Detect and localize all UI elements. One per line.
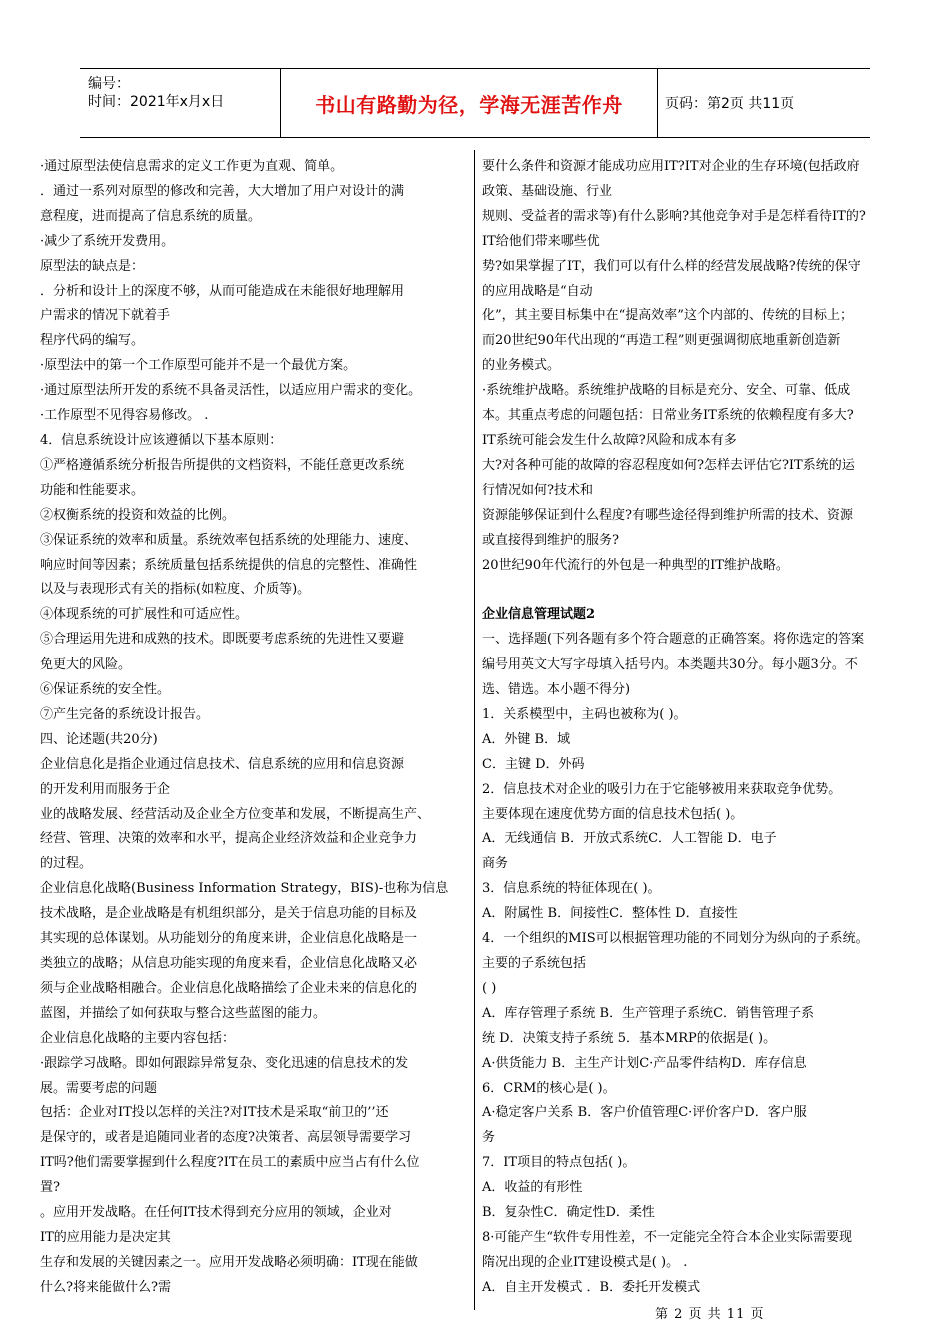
text-line: A·供货能力 B．主生产计划C·产品零件结构D．库存信息 (482, 1055, 807, 1071)
text-line: 响应时间等因素；系统质量包括系统提供的信息的完整性、准确性 (40, 557, 418, 573)
text-line: 的过程。 (40, 856, 93, 872)
text-line: 以及与表现形式有关的指标(如粒度、介质等)。 (40, 582, 311, 598)
text-line: 。应用开发战略。在任何IT技术得到充分应用的领域，企业对 (40, 1205, 392, 1221)
text-line: ·系统维护战略。系统维护战略的目标是充分、安全、可靠、低成 (482, 383, 851, 399)
text-line: 程序代码的编写。 (40, 333, 145, 349)
text-line: 意程度，进而提高了信息系统的质量。 (40, 208, 262, 224)
text-line: A．收益的有形性 (482, 1180, 583, 1196)
text-line: ②权衡系统的投资和效益的比例。 (40, 507, 236, 523)
text-line: 企业信息化是指企业通过信息技术、信息系统的应用和信息资源 (40, 756, 405, 772)
text-line: 7．IT项目的特点包括( )。 (482, 1155, 636, 1171)
text-line: 而20世纪90年代出现的“再造工程”则更强调彻底地重新创造新 (482, 333, 841, 349)
text-line: 8·可能产生“软件专用性差，不一定能完全符合本企业实际需要现 (482, 1229, 853, 1245)
text-line: 资源能够保证到什么程度?有哪些途径得到维护所需的技术、资源 (482, 507, 853, 523)
text-line: IT系统可能会发生什么故障?风险和成本有多 (482, 432, 737, 448)
text-line: ·跟踪学习战略。即如何跟踪异常复杂、变化迅速的信息技术的发 (40, 1055, 409, 1071)
text-line: 是保守的，或者是追随同业者的态度?决策者、高层领导需要学习 (40, 1130, 411, 1146)
text-line: 展。需要考虑的问题 (40, 1080, 158, 1096)
text-line: C．主键 D．外码 (482, 756, 585, 772)
motto-text: 书山有路勤为径，学海无涯苦作舟 (315, 92, 623, 117)
text-line: 势?如果掌握了IT，我们可以有什么样的经营发展战略?传统的保守 (482, 258, 861, 274)
text-line: ④体现系统的可扩展性和可适应性。 (40, 607, 249, 623)
text-line: 或直接得到维护的服务? (482, 532, 619, 548)
text-line: 企业信息化战略的主要内容包括： (40, 1030, 236, 1046)
text-line: 类独立的战略；从信息功能实现的角度来看，企业信息化战略又必 (40, 956, 418, 971)
text-line: 2．信息技术对企业的吸引力在于它能够被用来获取竞争优势。 (482, 781, 842, 797)
text-line: 20世纪90年代流行的外包是一种典型的IT维护战略。 (482, 557, 789, 573)
text-line: A．外键 B．域 (482, 731, 571, 747)
text-line: ①严格遵循系统分析报告所提供的文档资料，不能任意更改系统 (40, 457, 405, 473)
text-line: 编号用英文大写字母填入括号内。本类题共30分。每小题3分。不 (482, 657, 858, 673)
text-line: 四、论述题(共20分) (40, 731, 158, 747)
text-line: ·通过原型法使信息需求的定义工作更为直观、简单。 (40, 159, 344, 174)
right-column (482, 155, 912, 1301)
text-line: 蓝图，并描绘了如何获取与整合这些蓝图的能力。 (40, 1005, 327, 1021)
text-line: ( ) (482, 980, 497, 996)
text-line: A．库存管理子系统 B．生产管理子系统C．销售管理子系 (482, 1005, 815, 1021)
text-line: 商务 (482, 856, 509, 872)
text-line: 政策、基础设施、行业 (482, 183, 613, 199)
page-header (80, 68, 870, 138)
text-line: 其实现的总体谋划。从功能划分的角度来讲，企业信息化战略是一 (40, 931, 418, 947)
text-line: 主要体现在速度优势方面的信息技术包括( )。 (482, 806, 744, 822)
text-line: 免更大的风险。 (40, 657, 132, 673)
text-line: 1．关系模型中，主码也被称为( )。 (482, 706, 687, 722)
text-line: ③保证系统的效率和质量。系统效率包括系统的处理能力、速度、 (40, 532, 418, 548)
number-label: 编号： (88, 76, 130, 92)
text-line: ．通过一系列对原型的修改和完善，大大增加了用户对设计的满 (40, 183, 405, 199)
text-line: 功能和性能要求。 (40, 482, 145, 498)
text-line: 务 (482, 1130, 496, 1146)
text-line: 4．信息系统设计应该遵循以下基本原则： (40, 432, 283, 448)
page-label: 页码：第2页 共11页 (665, 96, 795, 112)
text-line: ·减少了系统开发费用。 (40, 233, 175, 249)
time-label: 时间：2021年x月x日 (88, 94, 225, 110)
text-line: ·通过原型法所开发的系统不具备灵活性，以适应用户需求的变化。 (40, 383, 422, 399)
text-line: A·稳定客户关系 B．客户价值管理C·评价客户D．客户服 (482, 1105, 807, 1121)
text-line: A．自主开发模式 ．B．委托开发模式 (482, 1279, 701, 1295)
text-line: ．分析和设计上的深度不够，从而可能造成在未能很好地理解用 (40, 283, 405, 299)
text-line: 户需求的情况下就着手 (40, 308, 171, 324)
text-line: 企业信息化战略(Business Information Strategy，BIS)-也称为信息 (40, 881, 449, 897)
text-line: 选、错选。本小题不得分) (482, 682, 631, 698)
text-line: 置? (40, 1180, 60, 1196)
text-line: 4．一个组织的MIS可以根据管理功能的不同划分为纵向的子系统。 (482, 931, 869, 947)
text-line: 业的战略发展、经营活动及企业全方位变革和发展，不断提高生产、 (40, 806, 431, 822)
text-line: 技术战略，是企业战略是有机组织部分，是关于信息功能的目标及 (40, 906, 418, 922)
text-line: 大?对各种可能的故障的容忍程度如何?怎样去评估它?IT系统的运 (482, 457, 855, 473)
text-line: 统 D．决策支持子系统 5．基本MRP的依据是( )。 (482, 1030, 777, 1046)
text-line: 行情况如何?技术和 (482, 482, 593, 498)
text-line: A．无线通信 B．开放式系统C．人工智能 D．电子 (482, 831, 777, 847)
text-line: 须与企业战略相融合。企业信息化战略描绘了企业未来的信息化的 (40, 980, 418, 996)
text-line: ⑥保证系统的安全性。 (40, 682, 171, 698)
text-line: 3．信息系统的特征体现在( )。 (482, 881, 661, 897)
text-line: ⑦产生完备的系统设计报告。 (40, 706, 210, 722)
text-line: 的开发利用而服务于企 (40, 781, 171, 797)
text-line: 什么?将来能做什么?需 (40, 1279, 171, 1295)
text-line: 6．CRM的核心是( )。 (482, 1080, 616, 1096)
text-line: ⑤合理运用先进和成熟的技术。即既要考虑系统的先进性又要避 (40, 632, 405, 648)
text-line: 的应用战略是“自动 (482, 283, 593, 299)
text-line: 的业务模式。 (482, 358, 561, 374)
header-motto (280, 69, 658, 137)
text-line: ·原型法中的第一个工作原型可能并不是一个最优方案。 (40, 358, 357, 374)
header-meta (80, 69, 280, 137)
text-line: 规则、受益者的需求等)有什么影响?其他竞争对手是怎样看待IT的? (482, 208, 866, 224)
text-line: IT的应用能力是决定其 (40, 1229, 171, 1245)
text-line: A．附属性 B．间接性C．整体性 D．直接性 (482, 906, 738, 922)
text-line: 一、选择题(下列各题有多个符合题意的正确答案。将你选定的答案 (482, 632, 865, 648)
text-line: ·工作原型不见得容易修改。 . (40, 408, 209, 424)
text-line: 经营、管理、决策的效率和水平，提高企业经济效益和企业竞争力 (40, 831, 418, 847)
column-divider (474, 150, 475, 1310)
text-line: 化”，其主要目标集中在“提高效率”这个内部的、传统的目标上； (482, 308, 853, 324)
text-line: 要什么条件和资源才能成功应用IT?IT对企业的生存环境(包括政府 (482, 159, 860, 174)
text-line: 原型法的缺点是： (40, 258, 145, 274)
text-line: IT给他们带来哪些优 (482, 233, 600, 249)
page-footer: 第 2 页 共 11 页 (655, 1307, 765, 1322)
text-line (482, 578, 912, 603)
left-column (40, 155, 468, 1301)
header-page (657, 69, 870, 137)
text-line: 包括：企业对IT投以怎样的关注?对IT技术是采取“前卫的’’还 (40, 1105, 389, 1121)
text-line: B．复杂性C．确定性D．柔性 (482, 1205, 655, 1221)
text-line: 企业信息管理试题2 (482, 607, 596, 623)
text-line: 本。其重点考虑的问题包括：日常业务IT系统的依赖程度有多大? (482, 408, 854, 424)
text-line: IT吗?他们需要掌握到什么程度?IT在员工的素质中应当占有什么位 (40, 1155, 420, 1171)
text-line: 生存和发展的关键因素之一。应用开发战略必须明确：IT现在能做 (40, 1254, 418, 1270)
text-line: 隋况出现的企业IT建设模式是( )。 . (482, 1254, 688, 1270)
text-line: 主要的子系统包括 (482, 956, 587, 971)
